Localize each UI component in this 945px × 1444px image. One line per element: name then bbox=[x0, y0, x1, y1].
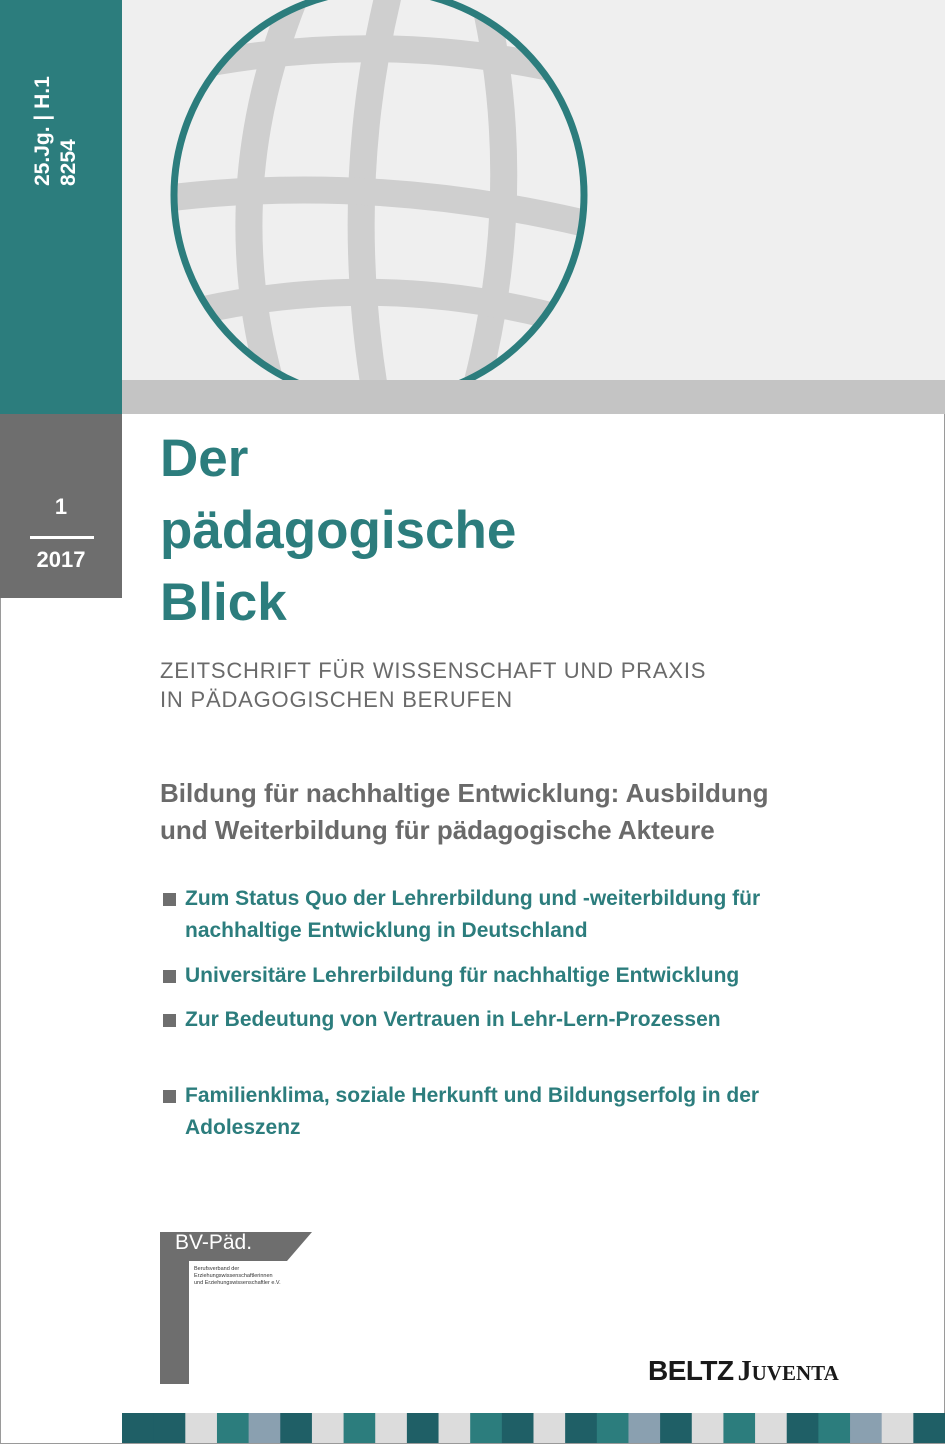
stripe-block bbox=[280, 1413, 312, 1443]
stripe-block bbox=[534, 1413, 566, 1443]
publisher-part-1: BELTZ bbox=[648, 1355, 734, 1386]
stripe-block bbox=[660, 1413, 692, 1443]
association-name: BV-Päd. bbox=[175, 1231, 253, 1254]
association-line: Berufsverband der bbox=[194, 1266, 240, 1272]
volume-sidebar bbox=[0, 0, 122, 414]
article-line: Adoleszenz bbox=[185, 1116, 301, 1139]
stripe-block bbox=[407, 1413, 439, 1443]
square-bullet-icon bbox=[163, 1014, 176, 1027]
association-line: Erziehungswissenschaftlerinnen bbox=[194, 1273, 273, 1279]
stripe-block bbox=[249, 1413, 281, 1443]
subtitle-line-1: ZEITSCHRIFT FÜR WISSENSCHAFT UND PRAXIS bbox=[160, 658, 707, 683]
stripe-block bbox=[818, 1413, 850, 1443]
stripe-block bbox=[723, 1413, 755, 1443]
stripe-block bbox=[850, 1413, 882, 1443]
stripe-block bbox=[122, 1413, 154, 1443]
volume-label: 25.Jg. | H.1 bbox=[31, 76, 54, 186]
stripe-block bbox=[882, 1413, 914, 1443]
square-bullet-icon bbox=[163, 893, 176, 906]
subtitle-line-2: IN PÄDAGOGISCHEN BERUFEN bbox=[160, 687, 513, 712]
gray-divider-strip bbox=[122, 380, 945, 414]
stripe-block bbox=[692, 1413, 724, 1443]
globe-banner bbox=[122, 0, 945, 380]
journal-code: 8254 bbox=[57, 139, 80, 186]
color-stripe-bar bbox=[122, 1413, 945, 1443]
stripe-block bbox=[628, 1413, 660, 1443]
issue-theme bbox=[160, 775, 769, 849]
stripe-block bbox=[913, 1413, 945, 1443]
theme-line-2: und Weiterbildung für pädagogische Akteure bbox=[160, 815, 715, 845]
journal-title-line-2: pädagogische bbox=[160, 501, 517, 560]
journal-subtitle bbox=[160, 656, 706, 714]
issue-number: 1 bbox=[54, 494, 68, 519]
square-bullet-icon bbox=[163, 1090, 176, 1103]
stripe-block bbox=[565, 1413, 597, 1443]
issue-divider bbox=[30, 536, 94, 539]
globe-icon bbox=[122, 0, 945, 380]
stripe-block bbox=[185, 1413, 217, 1443]
stripe-block bbox=[154, 1413, 186, 1443]
stripe-block bbox=[312, 1413, 344, 1443]
stripe-block bbox=[217, 1413, 249, 1443]
stripe-block bbox=[755, 1413, 787, 1443]
article-line: nachhaltige Entwicklung in Deutschland bbox=[185, 919, 588, 942]
association-full-name bbox=[194, 1266, 281, 1287]
issue-year: 2017 bbox=[36, 547, 86, 572]
association-line: und Erziehungswissenschaftler e.V. bbox=[194, 1280, 281, 1286]
stripe-block bbox=[597, 1413, 629, 1443]
article-line: Zur Bedeutung von Vertrauen in Lehr-Lern-Prozessen bbox=[185, 1008, 721, 1031]
article-line: Zum Status Quo der Lehrerbildung und -weiterbildung für bbox=[185, 887, 761, 910]
publisher-logo bbox=[648, 1355, 839, 1388]
stripe-block bbox=[502, 1413, 534, 1443]
theme-line-1: Bildung für nachhaltige Entwicklung: Ausbildung bbox=[160, 778, 769, 808]
stripe-block bbox=[439, 1413, 471, 1443]
journal-title-line-3: Blick bbox=[160, 573, 287, 632]
stripe-block bbox=[470, 1413, 502, 1443]
stripe-block bbox=[787, 1413, 819, 1443]
article-line: Familienklima, soziale Herkunft und Bildungserfolg in der bbox=[185, 1084, 760, 1107]
article-line: Universitäre Lehrerbildung für nachhaltige Entwicklung bbox=[185, 964, 740, 987]
publisher-part-2: JUVENTA bbox=[737, 1356, 839, 1387]
journal-title-line-1: Der bbox=[160, 429, 249, 488]
volume-info bbox=[30, 76, 82, 186]
stripe-block bbox=[344, 1413, 376, 1443]
square-bullet-icon bbox=[163, 970, 176, 983]
stripe-block bbox=[375, 1413, 407, 1443]
